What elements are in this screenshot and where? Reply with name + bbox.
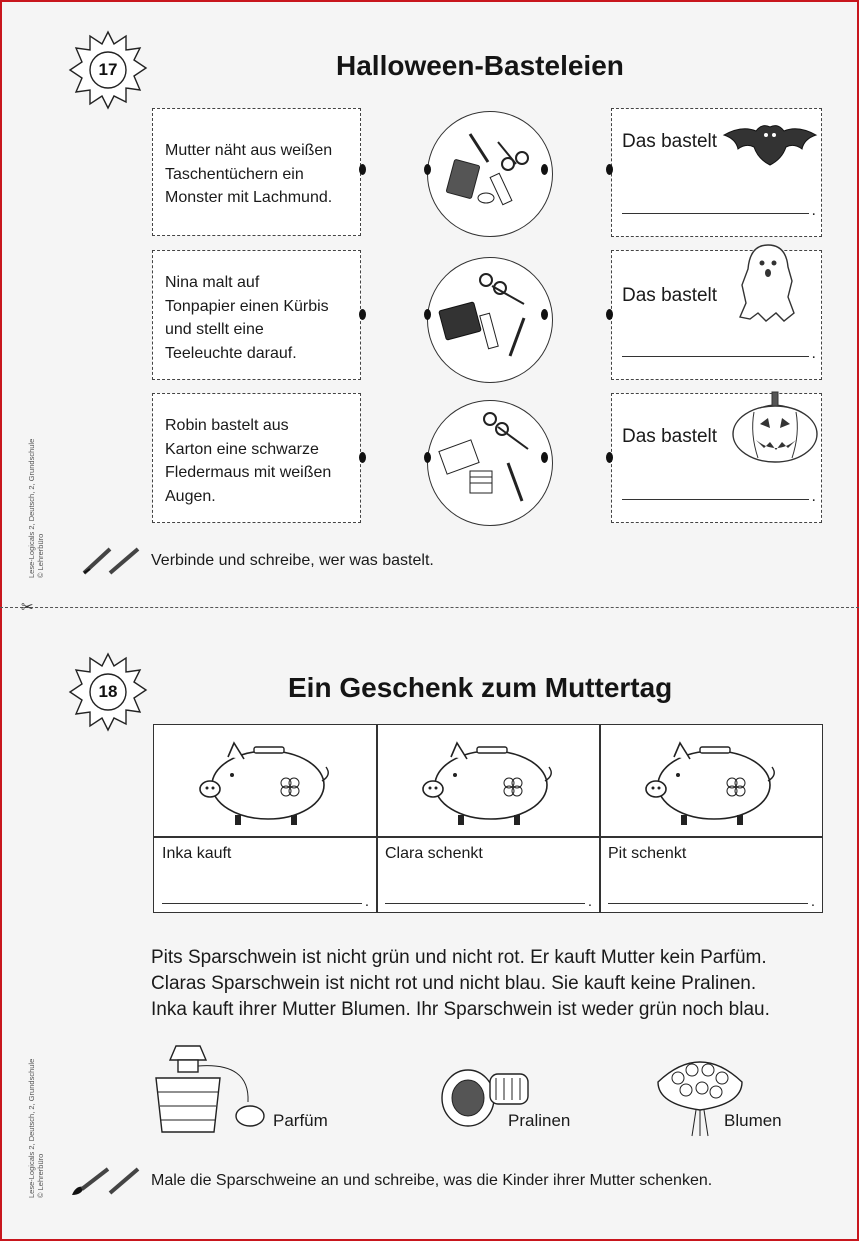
answer-line[interactable]: [622, 499, 809, 500]
pencils-brush-icon: [70, 1165, 144, 1199]
side-credit: [27, 1059, 45, 1198]
clue-line: Pits Sparschwein ist nicht grün und nicht rot. Er kauft Mutter kein Parfüm.: [151, 947, 767, 968]
story-text: [165, 414, 331, 508]
side-credit-line: Lese-Logicals 2, Deutsch, 2, Grundschule: [27, 438, 36, 578]
instruction-text: Male die Sparschweine an und schreibe, was die Kinder ihrer Mutter schenken.: [151, 1172, 713, 1189]
answer-line[interactable]: [622, 356, 809, 357]
story-card: [152, 250, 361, 380]
answer-line[interactable]: [385, 903, 585, 904]
connect-dot[interactable]: [606, 164, 613, 175]
item-label: Parfüm: [273, 1111, 328, 1130]
story-line: Fledermaus mit weißen: [165, 464, 332, 481]
clue-paragraph: [151, 945, 770, 1023]
story-line: Robin bastelt aus: [165, 417, 289, 434]
scissors-icon: ✂: [21, 599, 34, 616]
tools-circle: [427, 400, 553, 526]
bat-icon: [722, 117, 818, 167]
piggy-bank-icon[interactable]: [417, 735, 557, 829]
story-line: Tonpapier einen Kürbis: [165, 297, 329, 315]
instruction-text: Verbinde und schreibe, wer was bastelt.: [151, 552, 434, 569]
story-line: Augen.: [165, 487, 216, 505]
story-card: [152, 108, 361, 236]
answer-line[interactable]: [162, 903, 362, 904]
pig-cell: [154, 725, 376, 836]
pencils-icon: [80, 545, 144, 577]
answer-cell: [154, 837, 376, 912]
tools-circle: [427, 111, 553, 237]
story-line: Nina malt auf: [165, 274, 260, 291]
story-line: Mutter näht aus weißen: [165, 142, 333, 159]
answer-cell: [600, 837, 822, 912]
connect-dot[interactable]: [424, 452, 431, 463]
answer-cell: [377, 837, 599, 912]
side-credit-line: © Lehrerbüro: [36, 1153, 45, 1198]
answer-grid: [153, 724, 823, 913]
number-badge-18: [68, 652, 148, 732]
sheet-number: 18: [98, 682, 118, 701]
answer-card: [611, 250, 822, 380]
answer-label: Das bastelt: [622, 285, 718, 306]
pig-cell: [600, 725, 822, 836]
story-text: [165, 139, 332, 210]
craft-tools-icon: [428, 258, 554, 384]
page-title: Halloween-Basteleien: [336, 50, 624, 81]
connect-dot[interactable]: [359, 164, 366, 175]
tools-circle: [427, 257, 553, 383]
connect-dot[interactable]: [359, 452, 366, 463]
pumpkin-icon: [730, 388, 820, 466]
sheet-number: 17: [98, 60, 118, 79]
cut-line: [0, 607, 859, 608]
perfume-icon: [150, 1042, 272, 1142]
piggy-bank-icon[interactable]: [194, 735, 334, 829]
connect-dot[interactable]: [606, 452, 613, 463]
side-credit-line: Lese-Logicals 2, Deutsch, 2, Grundschule: [27, 1058, 36, 1198]
story-line: Monster mit Lachmund.: [165, 189, 333, 206]
connect-dot[interactable]: [606, 309, 613, 320]
answer-line[interactable]: [608, 903, 808, 904]
child-label: Inka kauft: [162, 845, 232, 862]
answer-card: [611, 393, 822, 523]
connect-dot[interactable]: [541, 309, 548, 320]
story-line: Teeleuchte darauf.: [165, 344, 297, 362]
item-label: Pralinen: [508, 1111, 571, 1130]
child-label: Pit schenkt: [608, 845, 687, 862]
story-line: Karton eine schwarze: [165, 440, 319, 458]
side-credit-line: © Lehrerbüro: [36, 533, 45, 578]
page-title: Ein Geschenk zum Muttertag: [288, 672, 673, 703]
pig-cell: [377, 725, 599, 836]
answer-label: Das bastelt: [622, 131, 718, 152]
story-text: [165, 271, 329, 365]
connect-dot[interactable]: [541, 164, 548, 175]
craft-tools-icon: [428, 401, 554, 527]
connect-dot[interactable]: [541, 452, 548, 463]
side-credit: [27, 439, 45, 578]
story-line: Taschentüchern ein: [165, 165, 304, 183]
number-badge-17: [68, 30, 148, 110]
connect-dot[interactable]: [359, 309, 366, 320]
item-label: Blumen: [724, 1111, 782, 1130]
connect-dot[interactable]: [424, 164, 431, 175]
clue-line: Claras Sparschwein ist nicht rot und nicht blau. Sie kauft keine Pralinen.: [151, 973, 757, 994]
piggy-bank-icon[interactable]: [640, 735, 780, 829]
answer-line[interactable]: [622, 213, 809, 214]
connect-dot[interactable]: [424, 309, 431, 320]
craft-tools-icon: [428, 112, 554, 238]
story-card: [152, 393, 361, 523]
answer-card: [611, 108, 822, 237]
ghost-icon: [736, 241, 800, 325]
answer-label: Das bastelt: [622, 426, 718, 447]
child-label: Clara schenkt: [385, 845, 483, 862]
story-line: und stellt eine: [165, 321, 264, 338]
clue-line: Inka kauft ihrer Mutter Blumen. Ihr Sparschwein ist weder grün noch blau.: [151, 999, 770, 1020]
